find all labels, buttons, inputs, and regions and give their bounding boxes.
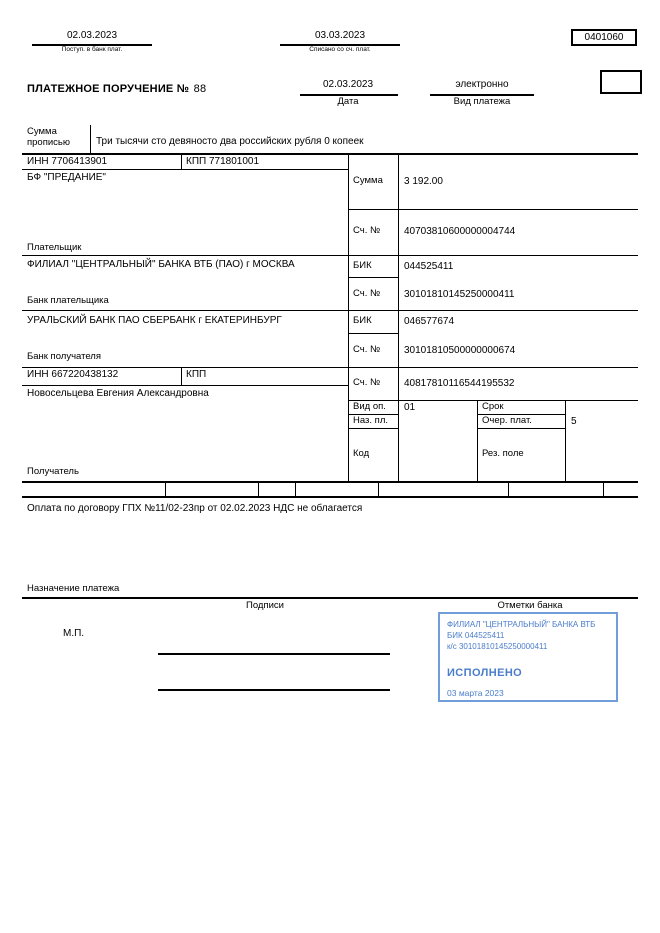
- op-kind-label: Вид оп.: [353, 401, 386, 412]
- payer-bank-name: ФИЛИАЛ "ЦЕНТРАЛЬНЫЙ" БАНКА ВТБ (ПАО) г МОСКВА: [27, 259, 295, 270]
- document-date-caption: Дата: [337, 96, 359, 107]
- divider-line: [22, 153, 638, 155]
- page-title-text: ПЛАТЕЖНОЕ ПОРУЧЕНИЕ №: [27, 83, 190, 95]
- divider-line: [22, 310, 638, 311]
- divider-line: [603, 481, 604, 497]
- term-label: Срок: [482, 401, 504, 412]
- op-kind-value: 01: [404, 402, 416, 413]
- divider-line: [565, 400, 566, 482]
- payee-bank-bik-label: БИК: [353, 315, 372, 326]
- payee-kpp: КПП: [186, 369, 207, 380]
- amount-value: 3 192.00: [404, 176, 443, 187]
- divider-line: [22, 367, 638, 368]
- divider-line: [348, 333, 399, 334]
- payer-bank-caption: Банк плательщика: [27, 295, 109, 306]
- reserve-field-label: Рез. поле: [482, 448, 524, 459]
- payer-account: 40703810600000004744: [404, 226, 516, 237]
- stamp-status: ИСПОЛНЕНО: [447, 666, 523, 679]
- divider-line: [181, 367, 182, 386]
- received-date-caption: Поступ. в банк плат.: [61, 46, 123, 53]
- bank-stamp: [438, 612, 618, 702]
- debited-date-value: 03.03.2023: [314, 30, 366, 41]
- page-title: [27, 79, 206, 97]
- signatures-label: Подписи: [246, 600, 284, 611]
- stamp-place-label: М.П.: [63, 628, 85, 639]
- divider-line: [295, 481, 296, 497]
- amount-words-label: Сумма прописью: [27, 126, 70, 148]
- payment-purpose-text: Оплата по договору ГПХ №11/02-23пр от 02.02.2023 НДС не облагается: [27, 503, 363, 514]
- divider-line: [477, 428, 566, 429]
- divider-line: [348, 277, 399, 278]
- divider-line: [22, 481, 638, 483]
- payment-kind-caption: Вид платежа: [453, 96, 511, 107]
- debited-date-caption: Списано со сч. плат.: [309, 46, 371, 53]
- payer-bank-corr-account: 30101810145250000411: [404, 289, 515, 300]
- payment-kind-value: электронно: [455, 79, 509, 90]
- divider-line: [22, 597, 638, 599]
- divider-line: [181, 153, 182, 170]
- priority-value: 5: [571, 416, 577, 427]
- document-date-value: 02.03.2023: [322, 79, 374, 90]
- payee-bank-corr-account: 30101810500000000674: [404, 345, 516, 356]
- divider-line: [165, 481, 166, 497]
- payee-caption: Получатель: [27, 466, 79, 477]
- stamp-corr-account: к/с 30101810145250000411: [447, 642, 548, 652]
- payer-caption: Плательщик: [27, 242, 82, 253]
- amount-words-value: Три тысячи сто девяносто два российских рубля 0 копеек: [96, 136, 364, 147]
- divider-line: [378, 481, 379, 497]
- payer-bank-bik-label: БИК: [353, 260, 372, 271]
- received-date-value: 02.03.2023: [66, 30, 118, 41]
- divider-line: [22, 255, 638, 256]
- divider-line: [398, 153, 399, 482]
- payer-inn: ИНН 7706413901: [27, 156, 108, 167]
- divider-line: [22, 169, 348, 170]
- signature-line: [158, 653, 390, 655]
- divider-line: [508, 481, 509, 497]
- stamp-date: 03 марта 2023: [447, 687, 504, 698]
- divider-line: [22, 496, 638, 498]
- payment-type-box: [600, 70, 642, 94]
- payee-bank-corr-label: Сч. №: [353, 344, 381, 355]
- payee-bank-caption: Банк получателя: [27, 351, 101, 362]
- stamp-bank-name: ФИЛИАЛ "ЦЕНТРАЛЬНЫЙ" БАНКА ВТБ: [447, 620, 596, 629]
- divider-line: [22, 385, 348, 386]
- payee-bank-name: УРАЛЬСКИЙ БАНК ПАО СБЕРБАНК г ЕКАТЕРИНБУРГ: [27, 315, 282, 326]
- form-code: 0401060: [584, 32, 624, 43]
- divider-line: [348, 209, 638, 210]
- bank-marks-label: Отметки банка: [497, 600, 563, 611]
- divider-line: [348, 153, 349, 482]
- divider-line: [477, 400, 478, 482]
- payer-bank-corr-label: Сч. №: [353, 288, 381, 299]
- payee-account: 40817810116544195532: [404, 378, 515, 389]
- divider-line: [90, 125, 91, 153]
- payment-purpose-caption: Назначение платежа: [27, 583, 120, 594]
- payer-bank-bik: 044525411: [404, 261, 454, 272]
- priority-label: Очер. плат.: [482, 415, 532, 426]
- payee-name: Новосельцева Евгения Александровна: [27, 388, 209, 399]
- payee-bank-bik: 046577674: [404, 316, 455, 327]
- purpose-code-label: Наз. пл.: [353, 415, 388, 426]
- payer-kpp: КПП 771801001: [186, 156, 260, 167]
- signature-line: [158, 689, 390, 691]
- form-code-box: [571, 29, 637, 46]
- payee-inn: ИНН 667220438132: [27, 369, 119, 380]
- amount-label: Сумма: [353, 175, 383, 186]
- document-number: 88: [193, 83, 207, 95]
- payer-name: БФ "ПРЕДАНИЕ": [27, 172, 106, 183]
- payer-account-label: Сч. №: [353, 225, 381, 236]
- payee-account-label: Сч. №: [353, 377, 381, 388]
- divider-line: [348, 428, 399, 429]
- divider-line: [258, 481, 259, 497]
- code-label: Код: [353, 448, 370, 459]
- stamp-bik: БИК 044525411: [447, 631, 505, 641]
